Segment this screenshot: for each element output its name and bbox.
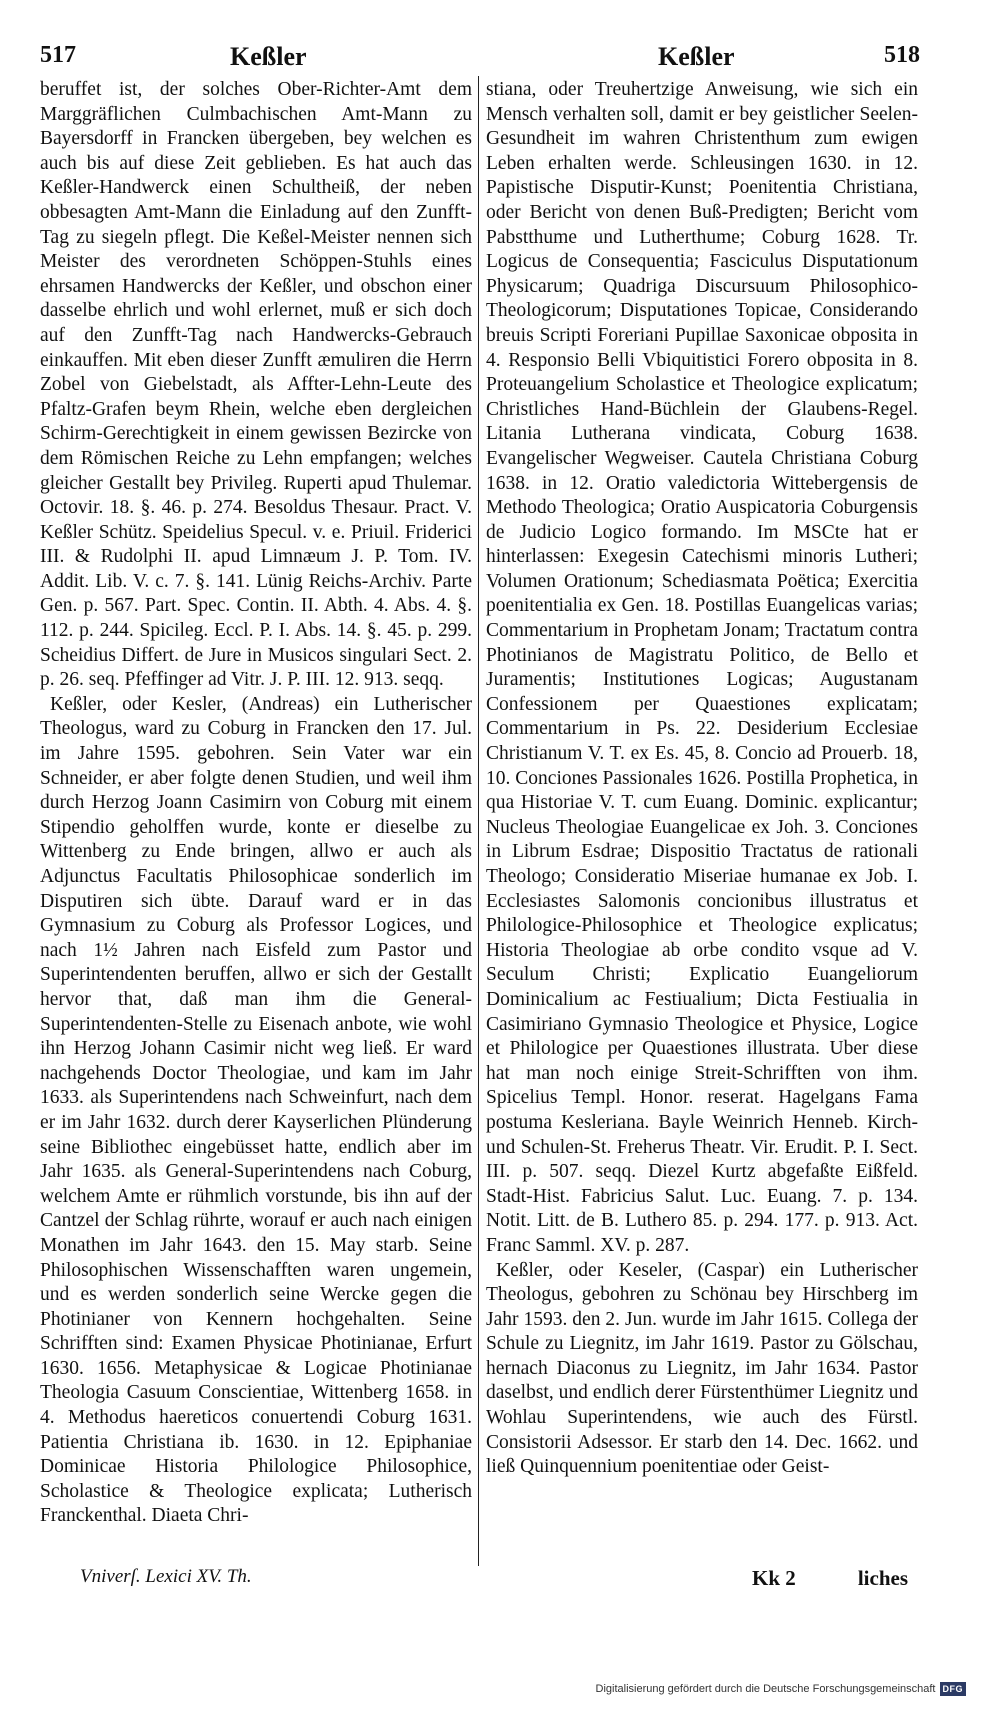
volume-line: Vniverſ. Lexici XV. Th. — [80, 1566, 252, 1587]
left-column — [40, 78, 472, 1529]
printer-signature: Kk 2 — [752, 1566, 796, 1590]
page-number-right: 518 — [884, 42, 920, 68]
running-head-left: Keßler — [230, 42, 307, 71]
paragraph-guild-continuation: beruffet ist, der solches Ober-Richter-Amt dem Marggräflichen Culmbachischen Amt-Mann zu Bayersdorff in Francken übergeben, bey welchen es auch bis auf diese Zeit geblieben. Es hat auch das Keßler-Handwerck einen Schultheiß, der neben obbesagten Amt-Mann die Einladung auf den Zunfft-Tag zu siegeln pflegt. Die Keßel-Meister nennen sich Meister des verordneten Schöppen-Stuhls eines ehrsamen Handwercks der Keßler, und obschon einer dasselbe ehrlich und wohl erlernet, muß er sich doch auf den Zunfft-Tag nach Handwercks-Gebrauch einkauffen. Mit eben dieser Zunfft æmuliren die Herrn Zobel von Giebelstadt, als Affter-Lehn-Leute des Pfaltz-Grafen beym Rhein, welche eben dergleichen Schirm-Gerechtigkeit in einem gewissen Bezircke von dem Römischen Reiche zu Lehn empfangen; welches gleicher Gestallt bey Privileg. Ruperti apud Thulemar. Octovir. 18. §. 46. p. 274. Besoldus Thesaur. Pract. V. Keßler Schütz. Speidelius Specul. v. e. Priuil. Friderici III. & Rudolphi II. apud Limnæum J. P. Tom. IV. Addit. Lib. V. c. 7. §. 141. Lünig Reichs-Archiv. Parte Gen. p. 567. Part. Spec. Contin. II. Abth. 4. Abs. 4. §. 112. p. 244. Spicileg. Eccl. P. I. Abs. 14. §. 45. p. 299. Scheidius Differt. de Jure in Musicos singulari Sect. 2. p. 26. seq. Pfeffinger ad Vitr. J. P. III. 12. 913. seqq. — [40, 79, 472, 691]
paragraph-works-continuation: stiana, oder Treuhertzige Anweisung, wie sich ein Mensch verhalten soll, damit er bey geistlicher Seelen-Gesundheit im wahren Christenthum zum ewigen Leben erhalten werde. Schleusingen 1630. in 12. Papistische Disputir-Kunst; Poenitentia Christiana, oder Bericht von denen Buß-Predigten; Bericht vom Pabstthume und Lutherthume; Coburg 1628. Tr. Logicus de Consequentia; Fasciculus Disputationum Physicarum; Quadriga Discursuum Philosophico-Theologicorum; Disputationes Topicae, Considerando breuis Scripti Foreriani Pupillae Saxonicae obposita in 4. Responsio Belli Vbiquitistici Forero obposita in 8. Proteuangelium Scholastice et Theologice explicatum; Christliches Hand-Büchlein der Glaubens-Regel. Litania Lutherana vindicata, Coburg 1638. Evangelischer Wegweiser. Cautela Christiana Coburg 1638. in 12. Oratio valedictoria Wittebergensis de Methodo Theologica; Oratio Auspicatoria Coburgensis de Judicio Logico formando. Im MSCte hat er hinterlassen: Exegesin Catechismi minoris Lutheri; Volumen Orationum; Schediasmata Poëtica; Exercitia poenitentialia ex Gen. 18. Postillas Euangelicas varias; Commentarium in Prophetam Jonam; Tractatum contra Photinianos de Magistratu Politico, de Bello et Juramentis; Institutiones Logicas; Augustanam Confessionem per Quaestiones explicatam; Commentarium in Ps. 22. Desiderium Ecclesiae Christianum V. T. ex Es. 45, 8. Concio ad Prouerb. 18, 10. Conciones Passionales 1626. Postilla Prophetica, in qua Historiae V. T. cum Euang. Dominic. explicantur; Nucleus Theologiae Euangelicae ex Joh. 3. Conciones in Librum Esdrae; Dispositio Tractatus de rationali Theologo; Consideratio Miseriae humanae ex Job. I. Ecclesiastes Salomonis concionibus illustratus et Philologice-Philosophice et Theologice explicatus; Historia Theologiae ab orbe condito vsque ad V. Seculum Christi; Explicatio Euangeliorum Dominicalium ac Festiualium; Dicta Festiualia in Casimiriano Gymnasio Theologice et Physice, Logice et Philologice per Quaestiones illustrata. Uber diese hat man noch einige Streit-Schrifften von ihm. Spicelius Templ. Honor. reserat. Hagelgans Fama postuma Kesleriana. Bayle Weinrich Henneb. Kirch- und Schulen-St. Freherus Theatr. Vir. Erudit. P. I. Sect. III. p. 507. seqq. Diezel Kurtz abgefaßte Eißfeld. Stadt-Hist. Fabricius Salut. Luc. Euang. 7. p. 134. Notit. Litt. de B. Luthero 85. p. 294. 177. p. 913. Act. Franc Samml. XV. p. 287. — [486, 79, 918, 1256]
entry-caspar-kessler: Keßler, oder Keseler, (Caspar) ein Lutherischer Theologus, gebohren zu Schönau bey Hirschberg im Jahr 1593. den 2. Jun. wurde im Jahr 1615. Collega der Schule zu Liegnitz, im Jahr 1619. Pastor zu Gölschau, hernach Diaconus zu Liegnitz, im Jahr 1634. Pastor daselbst, und endlich derer Fürstenthümer Liegnitz und Wohlau Superintendens, wie auch des Fürstl. Consistorii Adsessor. Er starb den 14. Dec. 1662. und ließ Quinquennium poenitentiae oder Geist- — [486, 1259, 918, 1478]
running-head-right: Keßler — [658, 42, 735, 71]
catchword: liches — [857, 1566, 908, 1590]
page-header — [40, 42, 920, 76]
credit-text: Digitalisierung gefördert durch die Deutsche Forschungsgemeinschaft — [595, 1683, 936, 1695]
column-divider — [478, 76, 479, 1566]
right-column — [486, 78, 918, 1480]
entry-andreas-kessler: Keßler, oder Kesler, (Andreas) ein Lutherischer Theologus, ward zu Coburg in Francken den 17. Jul. im Jahre 1595. gebohren. Sein Vater war ein Schneider, er aber folgte denen Studien, und weil ihm durch Herzog Joann Casimirn von Coburg mit einem Stipendio geholffen wurde, konte er dieselbe zu Wittenberg zu Ende bringen, allwo er auch als Adjunctus Facultatis Philosophicae sonderlich im Disputiren sich übte. Darauf ward er in das Gymnasium zu Coburg als Professor Logices, und nach 1½ Jahren nach Eisfeld zum Pastor und Superintendenten beruffen, allwo er sich der Gestallt hervor that, daß man ihm die General-Superintendenten-Stelle zu Eisenach anbote, wie wohl ihn Herzog Johann Casimir nicht weg ließ. Er ward nachgehends Doctor Theologiae, und kam im Jahr 1633. als Superintendens nach Schweinfurt, nach dem er im Jahr 1632. durch derer Kayserlichen Plünderung seine Bibliothec eingebüsset hatte, endlich aber im Jahr 1635. als General-Superintendens nach Coburg, welchem Amte er rühmlich vorstunde, bis ihn auf der Cantzel der Schlag rührte, worauf er auch nach einigen Monathen im Jahr 1643. den 15. May starb. Seine Philosophischen Wissenschafften waren ungemein, und es werden sonderlich seine Wercke gegen die Photinianer von Kennern hochgehalten. Seine Schrifften sind: Examen Physicae Photinianae, Erfurt 1630. 1656. Metaphysicae & Logicae Photinianae Theologia Casuum Conscientiae, Wittenberg 1658. in 4. Methodus haereticos conuertendi Coburg 1631. Patientia Christiana ib. 1630. in 12. Epiphaniae Dominicae Historia Philologice Philosophice, Scholastice & Theologice explicata; Lutherisch Franckenthal. Diaeta Chri- — [40, 693, 472, 1527]
digitization-credit — [596, 1682, 966, 1696]
dfg-logo-icon: DFG — [940, 1682, 967, 1696]
page-number-left: 517 — [40, 42, 76, 68]
